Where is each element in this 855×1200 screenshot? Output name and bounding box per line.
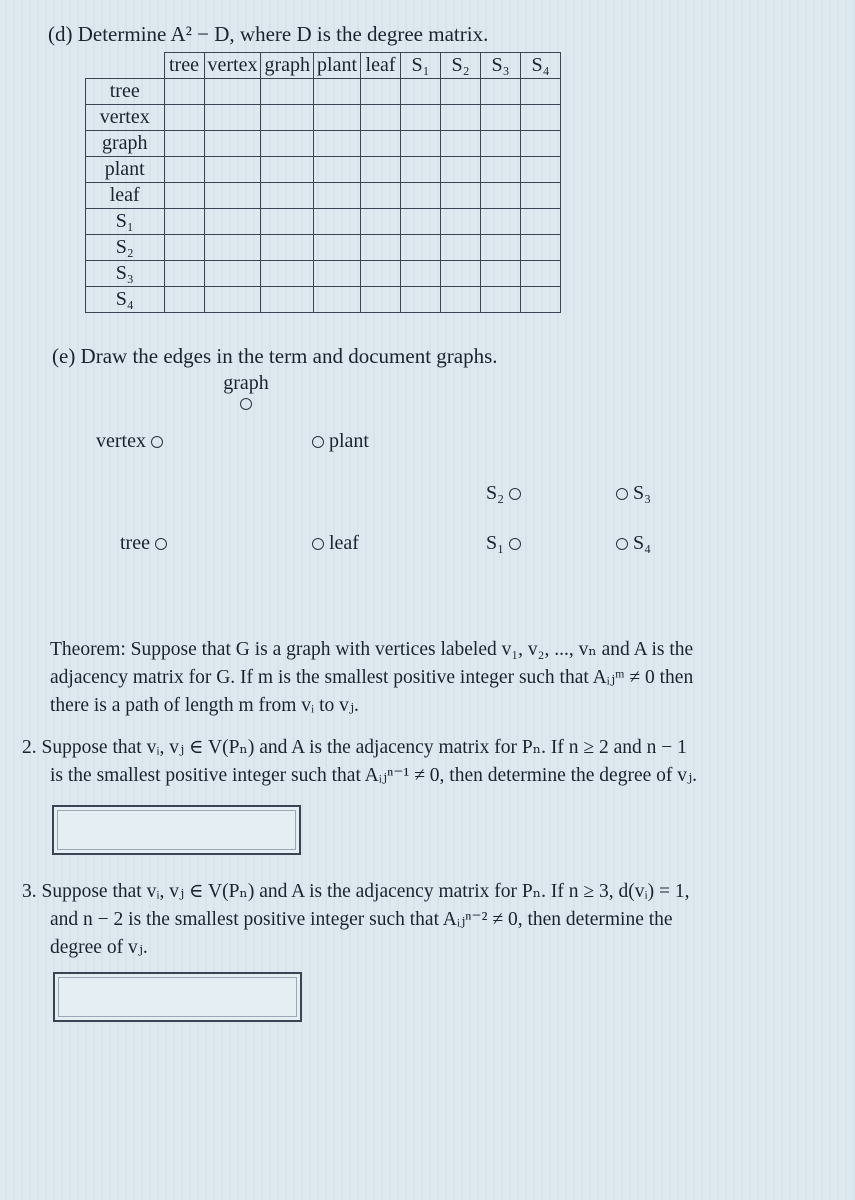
node-vertex-label: vertex <box>96 430 146 452</box>
matrix-cell[interactable] <box>314 79 361 105</box>
question-2 <box>22 734 842 790</box>
matrix-cell[interactable] <box>164 183 204 209</box>
matrix-cell[interactable] <box>481 183 521 209</box>
matrix-cell[interactable] <box>361 79 401 105</box>
node-s3-label: S₃ <box>633 482 652 504</box>
matrix-cell[interactable] <box>441 157 481 183</box>
matrix-cell[interactable] <box>204 183 261 209</box>
matrix-row <box>86 105 561 131</box>
node-plant[interactable] <box>312 430 369 453</box>
matrix-cell[interactable] <box>361 183 401 209</box>
matrix-cell[interactable] <box>261 235 314 261</box>
matrix-cell[interactable] <box>521 105 561 131</box>
matrix-cell[interactable] <box>521 79 561 105</box>
node-graph[interactable] <box>196 372 296 413</box>
question-3-line-2: and n − 2 is the smallest positive integer such that Aᵢⱼⁿ⁻² ≠ 0, then determine the <box>50 909 673 930</box>
theorem-line-3: there is a path of length m from vᵢ to vⱼ. <box>50 695 359 716</box>
matrix-cell[interactable] <box>361 131 401 157</box>
matrix-cell[interactable] <box>401 157 441 183</box>
matrix-cell[interactable] <box>401 235 441 261</box>
node-leaf-circle[interactable] <box>312 538 324 550</box>
matrix-cell[interactable] <box>314 261 361 287</box>
matrix-cell[interactable] <box>204 235 261 261</box>
matrix-cell[interactable] <box>164 261 204 287</box>
matrix-cell[interactable] <box>521 261 561 287</box>
matrix-cell[interactable] <box>361 157 401 183</box>
row-header: vertex <box>86 105 165 131</box>
node-s1-circle[interactable] <box>509 538 521 550</box>
matrix-cell[interactable] <box>401 261 441 287</box>
node-s4[interactable] <box>616 532 651 555</box>
node-s3[interactable] <box>616 482 651 505</box>
matrix-cell[interactable] <box>401 131 441 157</box>
matrix-cell[interactable] <box>204 209 261 235</box>
matrix-cell[interactable] <box>261 79 314 105</box>
matrix-cell[interactable] <box>441 105 481 131</box>
matrix-cell[interactable] <box>401 209 441 235</box>
matrix-cell[interactable] <box>481 79 521 105</box>
node-plant-circle[interactable] <box>312 436 324 448</box>
matrix-cell[interactable] <box>481 261 521 287</box>
question-3-line-1: 3. Suppose that vᵢ, vⱼ ∈ V(Pₙ) and A is the adjacency matrix for Pₙ. If n ≥ 3, d(vᵢ) = 1, <box>22 881 690 902</box>
matrix-cell[interactable] <box>441 131 481 157</box>
matrix-row <box>86 261 561 287</box>
question-3-answer-box[interactable] <box>53 972 302 1022</box>
matrix-cell[interactable] <box>361 105 401 131</box>
matrix-row <box>86 131 561 157</box>
matrix-cell[interactable] <box>164 79 204 105</box>
matrix-cell[interactable] <box>401 183 441 209</box>
matrix-cell[interactable] <box>314 209 361 235</box>
node-s2-circle[interactable] <box>509 488 521 500</box>
row-header: S₁ <box>86 209 165 235</box>
matrix-cell[interactable] <box>481 287 521 313</box>
theorem-block <box>50 636 840 720</box>
node-leaf-label: leaf <box>329 532 359 554</box>
matrix-cell[interactable] <box>401 105 441 131</box>
node-s2[interactable] <box>486 482 521 505</box>
col-header-tree: tree <box>164 53 204 79</box>
row-header: S₂ <box>86 235 165 261</box>
matrix-cell[interactable] <box>521 157 561 183</box>
node-vertex[interactable] <box>96 430 163 453</box>
theorem-line-1: Theorem: Suppose that G is a graph with vertices labeled v₁, v₂, ..., vₙ and A is the <box>50 639 694 660</box>
node-tree-circle[interactable] <box>155 538 167 550</box>
row-header: graph <box>86 131 165 157</box>
node-plant-label: plant <box>329 430 369 452</box>
matrix-cell[interactable] <box>164 287 204 313</box>
matrix-cell[interactable] <box>441 209 481 235</box>
node-tree[interactable] <box>120 532 167 555</box>
matrix-cell[interactable] <box>481 131 521 157</box>
matrix-cell[interactable] <box>401 287 441 313</box>
matrix-cell[interactable] <box>441 261 481 287</box>
matrix-cell[interactable] <box>204 157 261 183</box>
matrix-cell[interactable] <box>441 287 481 313</box>
matrix-cell[interactable] <box>361 209 401 235</box>
matrix-cell[interactable] <box>261 261 314 287</box>
matrix-cell[interactable] <box>361 235 401 261</box>
matrix-cell[interactable] <box>261 183 314 209</box>
matrix-header-row <box>86 53 561 79</box>
row-header: plant <box>86 157 165 183</box>
theorem-line-2: adjacency matrix for G. If m is the smallest positive integer such that Aᵢⱼᵐ ≠ 0 then <box>50 667 694 688</box>
node-s4-circle[interactable] <box>616 538 628 550</box>
matrix-cell[interactable] <box>164 157 204 183</box>
matrix-cell[interactable] <box>164 209 204 235</box>
matrix-cell[interactable] <box>164 105 204 131</box>
matrix-body <box>86 79 561 313</box>
matrix-cell[interactable] <box>314 131 361 157</box>
matrix-row <box>86 79 561 105</box>
matrix-cell[interactable] <box>164 235 204 261</box>
node-s1-label: S₁ <box>486 532 505 554</box>
node-vertex-circle[interactable] <box>151 436 163 448</box>
matrix-cell[interactable] <box>441 183 481 209</box>
matrix-cell[interactable] <box>481 105 521 131</box>
col-header-s1: S₁ <box>401 53 441 79</box>
matrix-cell[interactable] <box>314 105 361 131</box>
matrix-cell[interactable] <box>361 261 401 287</box>
matrix-cell[interactable] <box>314 157 361 183</box>
matrix-cell[interactable] <box>441 235 481 261</box>
matrix-cell[interactable] <box>164 131 204 157</box>
node-leaf[interactable] <box>312 532 359 555</box>
matrix-row <box>86 183 561 209</box>
matrix-cell[interactable] <box>314 287 361 313</box>
degree-matrix-table <box>85 52 561 313</box>
matrix-cell[interactable] <box>261 105 314 131</box>
part-e-heading: (e) Draw the edges in the term and document graphs. <box>52 344 498 368</box>
row-header: S₄ <box>86 287 165 313</box>
matrix-cell[interactable] <box>521 209 561 235</box>
node-s2-label: S₂ <box>486 482 505 504</box>
question-2-line-1: 2. Suppose that vᵢ, vⱼ ∈ V(Pₙ) and A is the adjacency matrix for Pₙ. If n ≥ 2 and n − 1 <box>22 737 687 758</box>
col-header-leaf: leaf <box>361 53 401 79</box>
matrix-cell[interactable] <box>261 287 314 313</box>
matrix-cell[interactable] <box>314 183 361 209</box>
col-header-s2: S₂ <box>441 53 481 79</box>
col-header-vertex: vertex <box>204 53 261 79</box>
matrix-cell[interactable] <box>481 157 521 183</box>
matrix-cell[interactable] <box>261 157 314 183</box>
matrix-row <box>86 209 561 235</box>
question-2-line-2: is the smallest positive integer such that Aᵢⱼⁿ⁻¹ ≠ 0, then determine the degree of vⱼ. <box>50 765 698 786</box>
matrix-cell[interactable] <box>204 287 261 313</box>
node-s4-label: S₄ <box>633 532 652 554</box>
col-header-s4: S₄ <box>521 53 561 79</box>
matrix-cell[interactable] <box>521 235 561 261</box>
matrix-cell[interactable] <box>481 235 521 261</box>
matrix-cell[interactable] <box>521 131 561 157</box>
matrix-cell[interactable] <box>261 131 314 157</box>
matrix-cell[interactable] <box>204 261 261 287</box>
node-graph-label: graph <box>223 372 269 394</box>
question-2-answer-box[interactable] <box>52 805 301 855</box>
matrix-cell[interactable] <box>204 131 261 157</box>
question-3 <box>22 878 842 962</box>
col-header-graph: graph <box>261 53 314 79</box>
matrix-cell[interactable] <box>401 79 441 105</box>
node-tree-label: tree <box>120 532 150 554</box>
matrix-row <box>86 235 561 261</box>
matrix-cell[interactable] <box>521 287 561 313</box>
matrix-cell[interactable] <box>361 287 401 313</box>
matrix-cell[interactable] <box>204 105 261 131</box>
matrix-cell[interactable] <box>314 235 361 261</box>
matrix-cell[interactable] <box>521 183 561 209</box>
question-3-line-3: degree of vⱼ. <box>50 937 148 958</box>
col-header-s3: S₃ <box>481 53 521 79</box>
matrix-cell[interactable] <box>481 209 521 235</box>
node-s3-circle[interactable] <box>616 488 628 500</box>
matrix-cell[interactable] <box>441 79 481 105</box>
part-d-heading: (d) Determine A² − D, where D is the degree matrix. <box>48 22 489 46</box>
matrix-row <box>86 287 561 313</box>
node-s1[interactable] <box>486 532 521 555</box>
row-header: tree <box>86 79 165 105</box>
matrix-cell[interactable] <box>261 209 314 235</box>
matrix-cell[interactable] <box>204 79 261 105</box>
row-header: S₃ <box>86 261 165 287</box>
col-header-plant: plant <box>314 53 361 79</box>
matrix-row <box>86 157 561 183</box>
node-graph-circle[interactable] <box>240 398 252 410</box>
row-header: leaf <box>86 183 165 209</box>
